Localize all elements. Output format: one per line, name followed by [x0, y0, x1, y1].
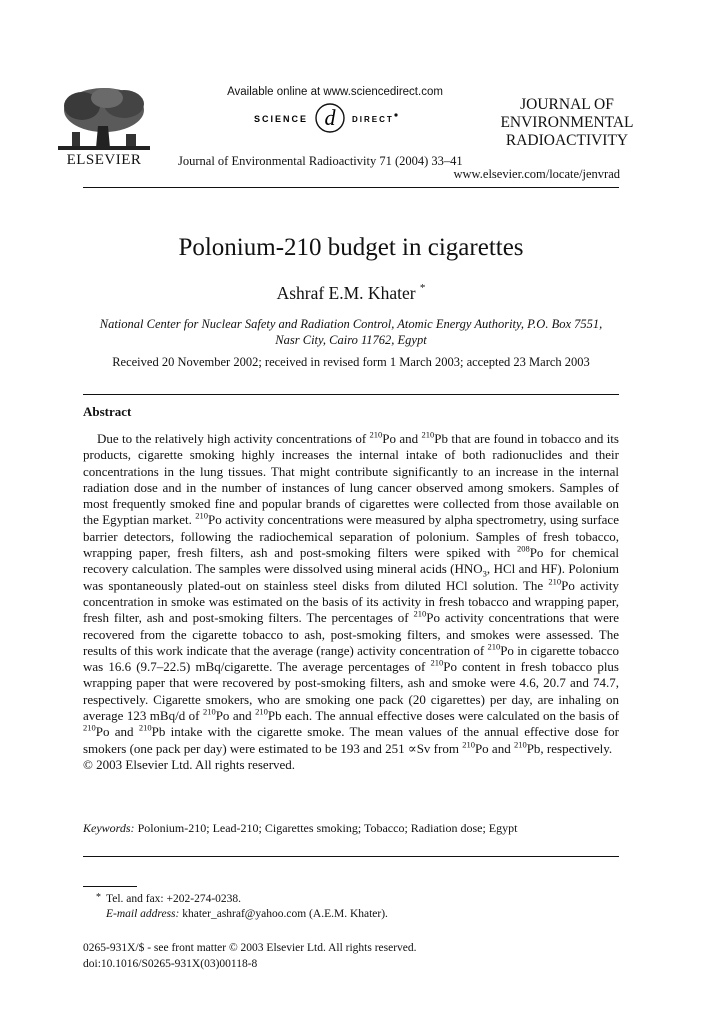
abstract-bottom-rule: [83, 856, 619, 857]
article-title: Polonium-210 budget in cigarettes: [178, 234, 524, 261]
email-address[interactable]: khater_ashraf@yahoo.com (A.E.M. Khater).: [182, 908, 388, 920]
journal-citation: Journal of Environmental Radioactivity 71 (2004) 33–41: [178, 154, 463, 168]
affiliation: [83, 316, 619, 348]
journal-url[interactable]: www.elsevier.com/locate/jenvrad: [453, 167, 620, 181]
received-dates: Received 20 November 2002; received in revised form 1 March 2003; accepted 23 March 2003: [112, 355, 590, 369]
journal-title-line-3: RADIOACTIVITY: [505, 132, 629, 149]
footnote-rule: [83, 886, 137, 887]
author-name: Ashraf E.M. Khater: [276, 283, 416, 303]
publisher-name: ELSEVIER: [66, 152, 142, 168]
doi-line[interactable]: doi:10.1016/S0265-931X(03)00118-8: [83, 958, 258, 970]
abstract-heading: Abstract: [83, 404, 132, 419]
email-label: E-mail address:: [106, 908, 180, 920]
footnote-tel-text: Tel. and fax: +202-274-0238.: [106, 893, 242, 905]
footnote-mark: *: [96, 892, 101, 903]
keywords-text: Polonium-210; Lead-210; Cigarettes smoking; Tobacco; Radiation dose; Egypt: [137, 821, 518, 835]
author-footnote-mark[interactable]: *: [419, 282, 426, 295]
abstract-paragraph: Due to the relatively high activity concentrations of $^{210}$Po and $^{210}$Pb that are found in tobacco and its products, cigarette smoking highly increases the internal intake of both radionuclides and their concentrations in the lung tissues. That might contribute significantly to an increase in the internal radiation dose and in the number of instances of lung cancer observed among smokers. Samples of most frequently smoked fine and popular brands of cigarettes were collected from those available on the Egyptian market. $^{210}$Po activity concentrations were measured by alpha spectrometry, using surface barrier detectors, following the radiochemical separation of polonium. Samples of fresh tobacco, wrapping paper, fresh filters, ash and post-smoking filters were spiked with $^{208}$Po for chemical recovery calculation. The samples were dissolved using mineral acids ($HNO_3$, HCl and HF). Polonium was spontaneously plated-out on stainless steel disks from diluted HCl solution. The $^{210}$Po activity concentration in smoke was estimated on the basis of its activity in fresh tobacco and wrapping paper, fresh filter, ash and post-smoking filters. The percentages of $^{210}$Po activity concentrations that were recovered from the cigarette tobacco to ash, post-smoking filters, and smokes were assessed. The results of this work indicate that the average (range) activity concentration of $^{210}$Po in cigarette tobacco was 16.6 (9.7–22.5) mBq/cigarette. The average percentages of $^{210}$Po content in fresh tobacco plus wrapping paper that were recovered by post-smoking filters, ash and smoke were 4.6, 20.7 and 74.7, respectively. Cigarette smokers, who are smoking one pack (20 cigarettes) per day, are inhaling on average 123 mBq/d of $^{210}$Po and $^{210}$Pb each. The annual effective doses were calculated on the basis of $^{210}$Po and $^{210}$Pb intake with the cigarette smoke. The mean values of the annual effective dose for smokers (one pack per day) were estimated to be 193 and 251 ∝Sv from $^{210}$Po and $^{210}$Pb, respectively.: [83, 429, 620, 756]
keywords: [83, 821, 619, 836]
sciencedirect-logo: [220, 100, 470, 136]
footnote-tel: [96, 892, 242, 905]
available-online-text: Available online at www.sciencedirect.com: [227, 86, 443, 98]
abstract-copyright: © 2003 Elsevier Ltd. All rights reserved.: [83, 756, 296, 772]
abstract-body: [83, 431, 619, 773]
affiliation-line-2: Nasr City, Cairo 11762, Egypt: [275, 333, 427, 347]
sciencedirect-left-text: SCIENCE: [253, 114, 308, 124]
front-matter-line: 0265-931X/$ - see front matter © 2003 Elsevier Ltd. All rights reserved.: [83, 942, 417, 954]
journal-title-line-1: JOURNAL OF: [520, 96, 614, 113]
svg-text:d: d: [324, 105, 336, 130]
affiliation-line-1: National Center for Nuclear Safety and Radiation Control, Atomic Energy Authority, P.O. Box 7551,: [99, 317, 603, 331]
author-line: [83, 283, 619, 304]
journal-title-line-2: ENVIRONMENTAL: [500, 114, 634, 131]
journal-title: [498, 96, 636, 150]
abstract-top-rule: [83, 394, 619, 395]
keywords-label: Keywords:: [83, 821, 135, 835]
sciencedirect-right-text: DIRECT: [352, 115, 394, 124]
footnote-email: [106, 908, 388, 920]
header-rule: [83, 187, 619, 188]
